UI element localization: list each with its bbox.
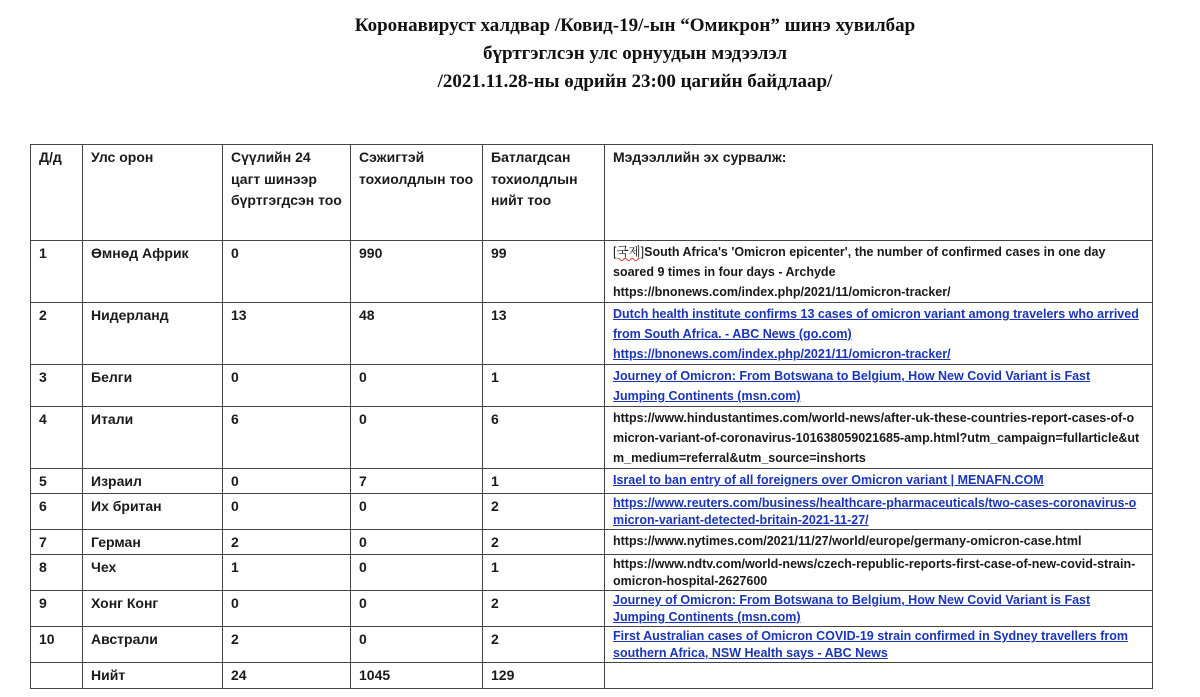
row-source (605, 469, 1153, 494)
title-line-2: бүртгэглсэн улс орнуудын мэдээлэл (483, 43, 787, 64)
row-last24: 1 (223, 555, 351, 591)
row-confirmed: 1 (483, 469, 605, 494)
row-no: 4 (31, 407, 83, 469)
row-source (605, 530, 1153, 555)
source-url: https://www.ndtv.com/world-news/czech-republic-reports-first-case-of-new-covid-strain-omicron-hospital-2627600 (613, 557, 1136, 588)
row-source (605, 591, 1153, 627)
row-suspected: 0 (351, 494, 483, 530)
row-confirmed: 99 (483, 241, 605, 303)
row-country: Итали (83, 407, 223, 469)
row-confirmed: 2 (483, 530, 605, 555)
row-no: 5 (31, 469, 83, 494)
source-link[interactable]: https://bnonews.com/index.php/2021/11/omicron-tracker/ (613, 347, 951, 361)
table-row (31, 494, 1153, 530)
row-country: Израил (83, 469, 223, 494)
row-last24: 0 (223, 365, 351, 407)
source-link[interactable]: First Australian cases of Omicron COVID-19 strain confirmed in Sydney travellers from southern Africa, NSW Health says - ABC News (613, 629, 1128, 660)
source-link[interactable]: Israel to ban entry of all foreigners over Omicron variant | MENAFN.COM (613, 473, 1044, 487)
source-link[interactable]: https://www.reuters.com/business/healthcare-pharmaceuticals/two-cases-coronavirus-omicron-variant-detected-britain-2021-11-27/ (613, 496, 1137, 527)
row-suspected: 7 (351, 469, 483, 494)
row-confirmed: 2 (483, 627, 605, 663)
table-row (31, 469, 1153, 494)
row-confirmed: 2 (483, 494, 605, 530)
row-country: Их британ (83, 494, 223, 530)
source-link[interactable]: Dutch health institute confirms 13 cases of omicron variant among travelers who arrived from South Africa. - ABC News (go.com) (613, 307, 1139, 341)
total-suspected: 1045 (351, 663, 483, 689)
source-url: https://www.hindustantimes.com/world-news/after-uk-these-countries-report-cases-of-omicron-variant-of-coronavirus-101638059021685-amp.html?utm_campaign=fullarticle&utm_medium=referral&utm_source=inshorts (613, 411, 1140, 465)
row-no: 3 (31, 365, 83, 407)
row-country: Хонг Конг (83, 591, 223, 627)
row-last24: 2 (223, 530, 351, 555)
row-no: 8 (31, 555, 83, 591)
row-confirmed: 2 (483, 591, 605, 627)
row-confirmed: 6 (483, 407, 605, 469)
table-row (31, 365, 1153, 407)
row-no: 6 (31, 494, 83, 530)
source-link[interactable]: Journey of Omicron: From Botswana to Belgium, How New Covid Variant is Fast Jumping Continents (msn.com) (613, 369, 1091, 403)
table-row (31, 407, 1153, 469)
header-source: Мэдээллийн эх сурвалж: (605, 145, 1153, 241)
source-url: https://bnonews.com/index.php/2021/11/omicron-tracker/ (613, 285, 951, 299)
header-suspected: Сэжигтэй тохиолдлын тоо (351, 145, 483, 241)
row-confirmed: 13 (483, 303, 605, 365)
row-last24: 6 (223, 407, 351, 469)
row-confirmed: 1 (483, 555, 605, 591)
row-suspected: 990 (351, 241, 483, 303)
title-line-3: /2021.11.28-ны өдрийн 23:00 цагийн байдлаар/ (437, 71, 833, 92)
row-source (605, 365, 1153, 407)
row-source (605, 627, 1153, 663)
total-label: Нийт (83, 663, 223, 689)
table-header-row (31, 145, 1153, 241)
row-last24: 0 (223, 494, 351, 530)
source-url: https://www.nytimes.com/2021/11/27/world/europe/germany-omicron-case.html (613, 534, 1082, 548)
row-country: Нидерланд (83, 303, 223, 365)
row-suspected: 0 (351, 407, 483, 469)
table-row (31, 627, 1153, 663)
header-confirmed: Батлагдсан тохиолдлын нийт тоо (483, 145, 605, 241)
row-suspected: 0 (351, 627, 483, 663)
table-total-row (31, 663, 1153, 689)
row-last24: 0 (223, 591, 351, 627)
row-suspected: 0 (351, 591, 483, 627)
document-title (0, 12, 1200, 96)
row-last24: 13 (223, 303, 351, 365)
header-no: Д/д (31, 145, 83, 241)
row-source (605, 494, 1153, 530)
row-country: Чех (83, 555, 223, 591)
row-suspected: 0 (351, 530, 483, 555)
header-country: Улс орон (83, 145, 223, 241)
row-source (605, 241, 1153, 303)
row-country: Герман (83, 530, 223, 555)
row-country: Белги (83, 365, 223, 407)
row-no: 7 (31, 530, 83, 555)
row-last24: 0 (223, 241, 351, 303)
row-confirmed: 1 (483, 365, 605, 407)
row-no: 2 (31, 303, 83, 365)
korean-tag: [국제] (613, 245, 645, 259)
table-row (31, 530, 1153, 555)
header-last24: Сүүлийн 24 цагт шинээр бүртгэгдсэн тоо (223, 145, 351, 241)
row-no: 10 (31, 627, 83, 663)
row-source (605, 555, 1153, 591)
row-suspected: 0 (351, 365, 483, 407)
total-confirmed: 129 (483, 663, 605, 689)
row-source (605, 303, 1153, 365)
total-no (31, 663, 83, 689)
row-suspected: 48 (351, 303, 483, 365)
source-text: South Africa's 'Omicron epicenter', the number of confirmed cases in one day soared 9 times in four days - Archyde (613, 245, 1106, 279)
row-last24: 0 (223, 469, 351, 494)
table-row (31, 241, 1153, 303)
table-row (31, 303, 1153, 365)
row-source (605, 407, 1153, 469)
table-row (31, 591, 1153, 627)
row-no: 1 (31, 241, 83, 303)
table-row (31, 555, 1153, 591)
total-source (605, 663, 1153, 689)
row-country: Өмнөд Африк (83, 241, 223, 303)
row-no: 9 (31, 591, 83, 627)
omicron-countries-table (30, 144, 1153, 689)
row-country: Австрали (83, 627, 223, 663)
title-line-1: Коронавируст халдвар /Ковид-19/-ын “Омикрон” шинэ хувилбар (354, 15, 916, 36)
row-suspected: 0 (351, 555, 483, 591)
source-link[interactable]: Journey of Omicron: From Botswana to Belgium, How New Covid Variant is Fast Jumping Continents (msn.com) (613, 593, 1091, 624)
row-last24: 2 (223, 627, 351, 663)
total-last24: 24 (223, 663, 351, 689)
